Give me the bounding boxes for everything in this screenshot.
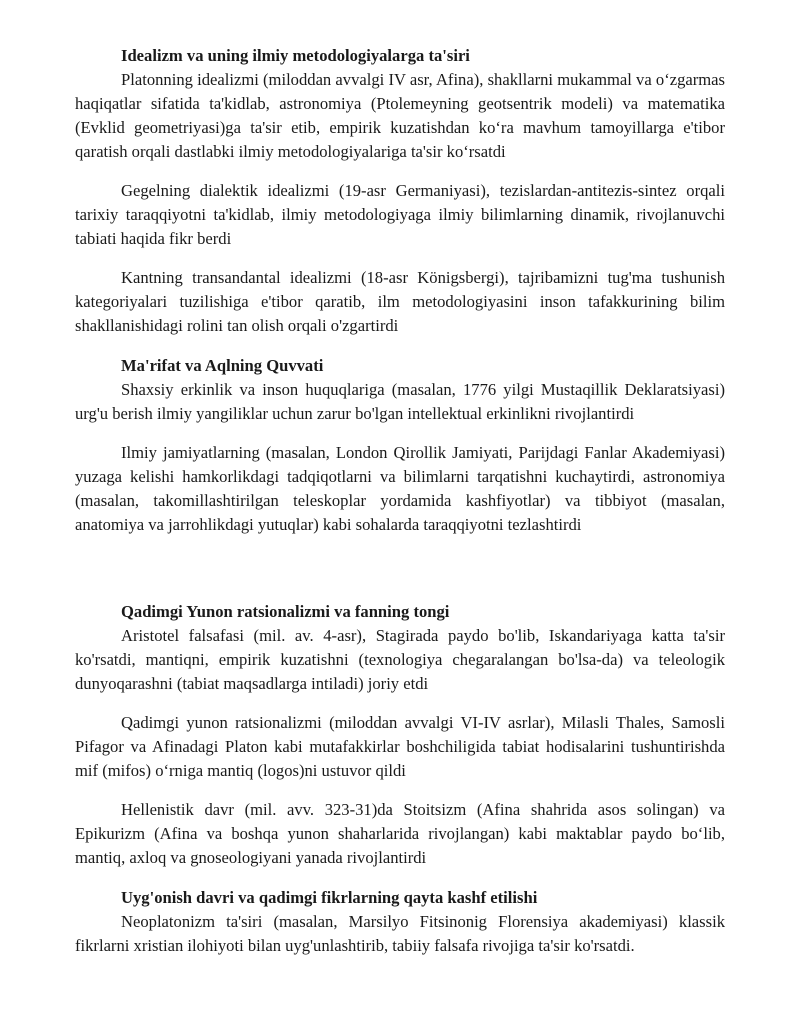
paragraph: Qadimgi yunon ratsionalizmi (miloddan avvalgi VI-IV asrlar), Milasli Thales, Samosli Pifagor va Afinadagi Platon kabi mutafakkirlar boshchiligida tabiat hodisalarini tushuntirishda mif (mifos) o‘rniga mantiq (logos)ni ustuvor qildi	[75, 713, 725, 780]
section-title: Uyg'onish davri va qadimgi fikrlarning qayta kashf etilishi	[121, 888, 538, 907]
paragraph: Neoplatonizm ta'siri (masalan, Marsilyo Fitsinonig Florensiya akademiyasi) klassik fikrlarni xristian ilohiyoti bilan uyg'unlashtirib, tabiiy falsafa rivojiga ta'sir ko'rsatdi.	[75, 912, 725, 955]
paragraph: Aristotel falsafasi (mil. av. 4-asr), Stagirada paydo bo'lib, Iskandariyaga katta ta'sir ko'rsatdi, mantiqni, empirik kuzatishni (texnologiya chegaralangan bo'lsa-da) va teleologik dunyoqarashni (tabiat maqsadlarga intiladi) joriy etdi	[75, 626, 725, 693]
document-page	[75, 44, 725, 958]
section-title: Idealizm va uning ilmiy metodologiyalarga ta'siri	[121, 46, 470, 65]
paragraph: Hellenistik davr (mil. avv. 323-31)da Stoitsizm (Afina shahrida asos solingan) va Epikurizm (Afina va boshqa yunon shaharlarida rivojlangan) kabi maktablar paydo bo‘lib, mantiq, axloq va gnoseologiyani yanada rivojlantirdi	[75, 800, 725, 867]
paragraph: Gegelning dialektik idealizmi (19-asr Germaniyasi), tezislardan-antitezis-sintez orqali tarixiy taraqqiyotni ta'kidlab, ilmiy metodologiyaga ilmiy bilimlarning dinamik, rivojlanuvchi tabiati haqida fikr berdi	[75, 181, 725, 248]
paragraph: Kantning transandantal idealizmi (18-asr Königsbergi), tajribamizni tug'ma tushunish kategoriyalari tuzilishiga e'tibor qaratib, ilm metodologiyasini inson tafakkurining bilim shakllanishidagi rolini tan olish orqali o'zgartirdi	[75, 268, 725, 335]
paragraph: Ilmiy jamiyatlarning (masalan, London Qirollik Jamiyati, Parijdagi Fanlar Akademiyasi) yuzaga kelishi hamkorlikdagi tadqiqotlarni va bilimlarni tarqatishni kuchaytirdi, astronomiya (masalan, takomillashtirilgan teleskoplar yordamida kashfiyotlar) va tibbiyot (masalan, anatomiya va jarrohlikdagi yutuqlar) kabi sohalarda taraqqiyotni tezlashtirdi	[75, 443, 725, 534]
section-title: Ma'rifat va Aqlning Quvvati	[121, 356, 324, 375]
section-title: Qadimgi Yunon ratsionalizmi va fanning tongi	[121, 602, 450, 621]
paragraph: Shaxsiy erkinlik va inson huquqlariga (masalan, 1776 yilgi Mustaqillik Deklaratsiyasi) urg'u berish ilmiy yangiliklar uchun zarur bo'lgan intellektual erkinlikni rivojlantirdi	[75, 380, 725, 423]
paragraph: Platonning idealizmi (miloddan avvalgi IV asr, Afina), shakllarni mukammal va o‘zgarmas haqiqatlar sifatida ta'kidlab, astronomiya (Ptolemeyning geotsentrik modeli) va matematika (Evklid geometriyasi)ga ta'sir etib, empirik kuzatishdan ko‘ra mavhum tamoyillarga e'tibor qaratish orqali dastlabki ilmiy metodologiyalariga ta'sir ko‘rsatdi	[75, 70, 725, 161]
